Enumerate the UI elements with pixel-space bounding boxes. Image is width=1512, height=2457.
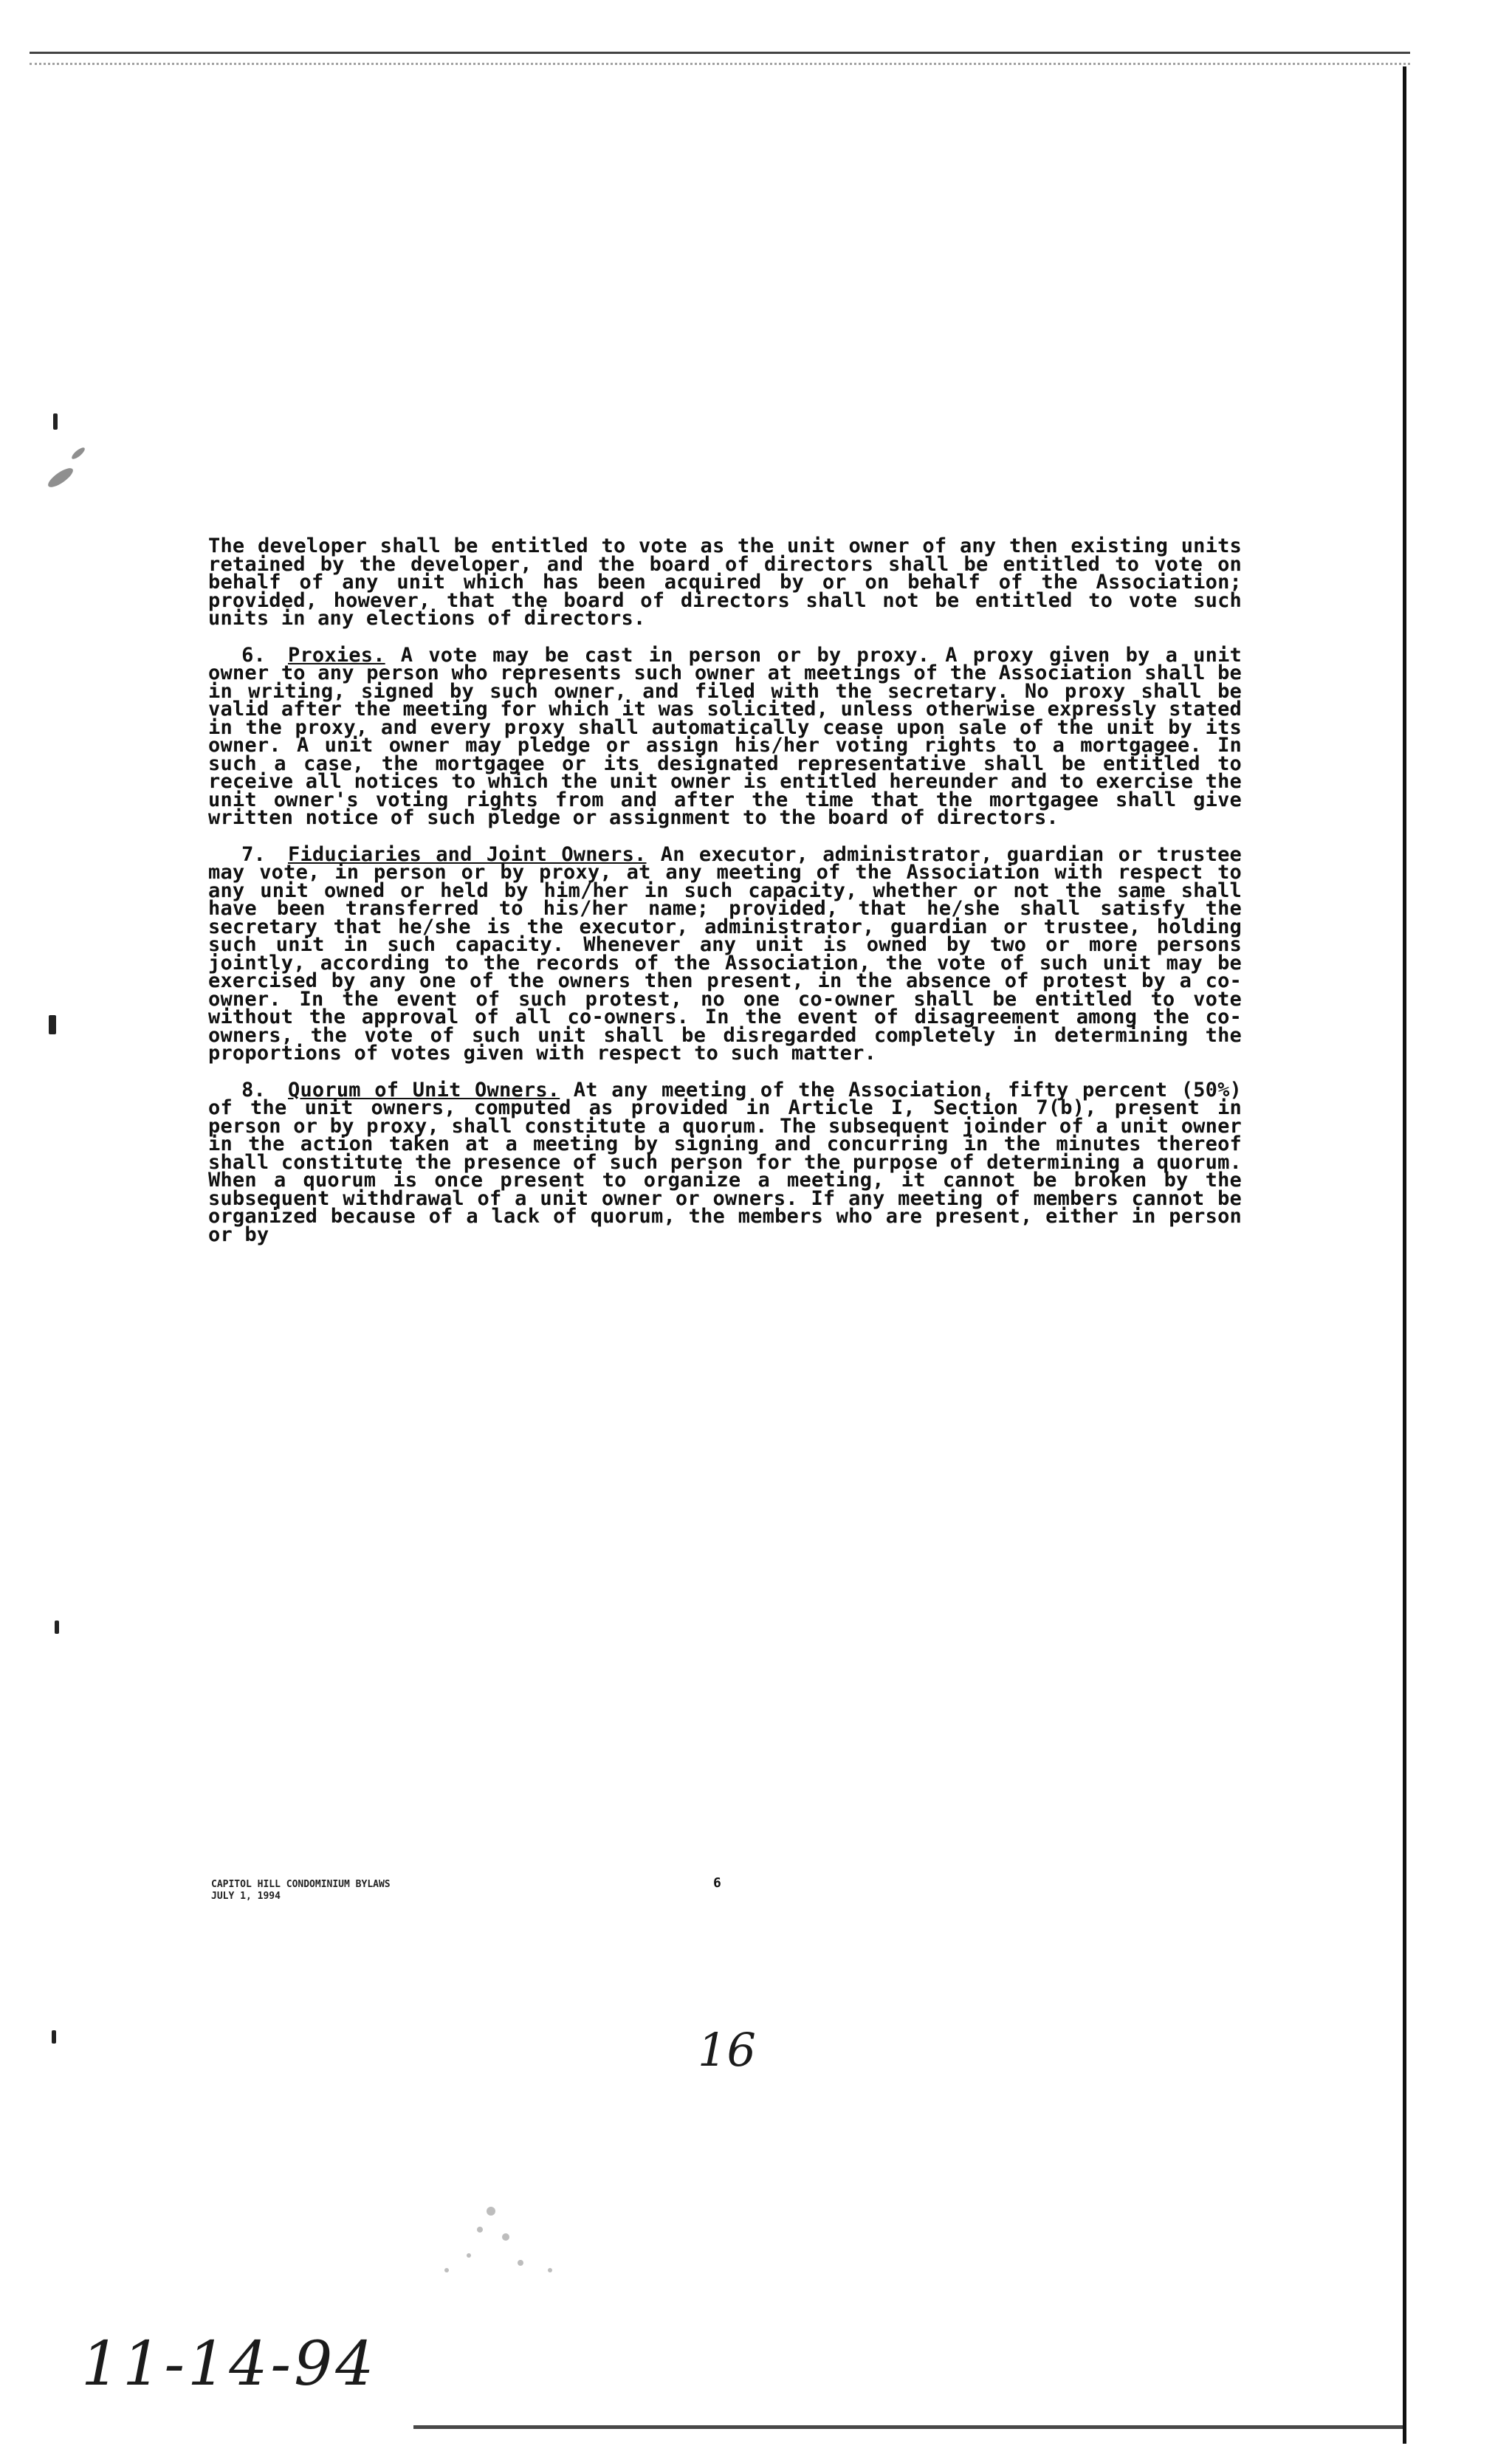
section-heading: Proxies. [288, 643, 385, 667]
handwritten-date: 11-14-94 [81, 2329, 377, 2399]
section-number: 6. [241, 643, 266, 667]
faint-stamp-mark [402, 2196, 565, 2285]
left-margin-mark [55, 1621, 59, 1634]
paragraph-text: An executor, administrator, guardian or trustee may vote, in person or by proxy, at any meeting of the Association with respect to any unit owned or held by him/her in such capacity, whether or not the same shall have been transferred to his/her name; provided, that he/she shall satisfy the secretary that he/she is the executor, administrator, guardian or trustee, holding such unit in such capacity. Whenever any unit is owned by two or more persons jointly, according to the records of the Association, the vote of such unit may be exercised by any one of the owners then present, in the absence of protest by a co-owner. In the event of such protest, no one co-owner shall be entitled to vote without the approval of all co-owners. In the event of disagreement among the co-owners, the vote of such unit shall be disregarded completely in determining the proportions of votes given with respect to such matter. [208, 842, 1242, 1065]
paragraph-voting-by-developer [208, 537, 1242, 628]
paragraph-text: At any meeting of the Association, fifty percent (50%) of the unit owners, computed as provided in Article I, Section 7(b), present in person or by proxy, shall constitute a quorum. The subsequent joinder of a unit owner in the action taken at a meeting by signing and concurring in the minutes thereof shall constitute the presence of such person for the purpose of determining a quorum. When a quorum is once present to organize a meeting, it cannot be broken by the subsequent withdrawal of a unit owner or owners. If any meeting of members cannot be organized because of a lack of quorum, the members who are present, either in person or by [208, 1078, 1242, 1246]
paragraph-quorum [208, 1078, 1242, 1246]
page-top-scan-noise [30, 63, 1410, 65]
page-top-edge [30, 52, 1410, 54]
page-bottom-edge [413, 2425, 1403, 2429]
footer-title: CAPITOL HILL CONDOMINIUM BYLAWS [211, 1879, 391, 1890]
section-number: 8. [241, 1078, 266, 1102]
paragraph-text: A vote may be cast in person or by proxy. A proxy given by a unit owner to any person who represents such owner at meetings of the Association shall be in writing, signed by such owner, and filed with the secretary. No proxy shall be valid after the meeting for which it was solicited, unless otherwise expressly stated in the proxy, and every proxy shall automatically cease upon sale of the unit by its owner. A unit owner may pledge or assign his/her voting rights to a mortgagee. In such a case, the mortgagee or its designated representative shall be entitled to receive all notices to which the unit owner is entitled hereunder and to exercise the unit owner's voting rights from and after the time that the mortgagee shall give written notice of such pledge or assignment to the board of directors. [208, 643, 1242, 829]
page-right-edge [1403, 66, 1406, 2444]
document-footer [211, 1879, 391, 1903]
section-number: 7. [241, 842, 266, 866]
footer-date: JULY 1, 1994 [211, 1891, 281, 1902]
document-body [208, 537, 1242, 1262]
section-heading: Fiduciaries and Joint Owners. [288, 842, 647, 866]
handwritten-page-number: 16 [698, 2023, 756, 2077]
section-heading: Quorum of Unit Owners. [288, 1078, 560, 1102]
left-margin-mark [52, 2030, 56, 2044]
page-number: 6 [713, 1875, 721, 1891]
left-margin-mark [49, 1015, 56, 1034]
paragraph-proxies [208, 643, 1242, 829]
paragraph-text: The developer shall be entitled to vote as the unit owner of any then existing units retained by the developer, and the board of directors shall be entitled to vote on behalf of any unit which has been acquired by or on behalf of the Association; provided, however, that the board of directors shall not be entitled to vote such units in any elections of directors. [208, 535, 1242, 630]
paragraph-fiduciaries [208, 842, 1242, 1065]
left-margin-mark [53, 413, 58, 430]
